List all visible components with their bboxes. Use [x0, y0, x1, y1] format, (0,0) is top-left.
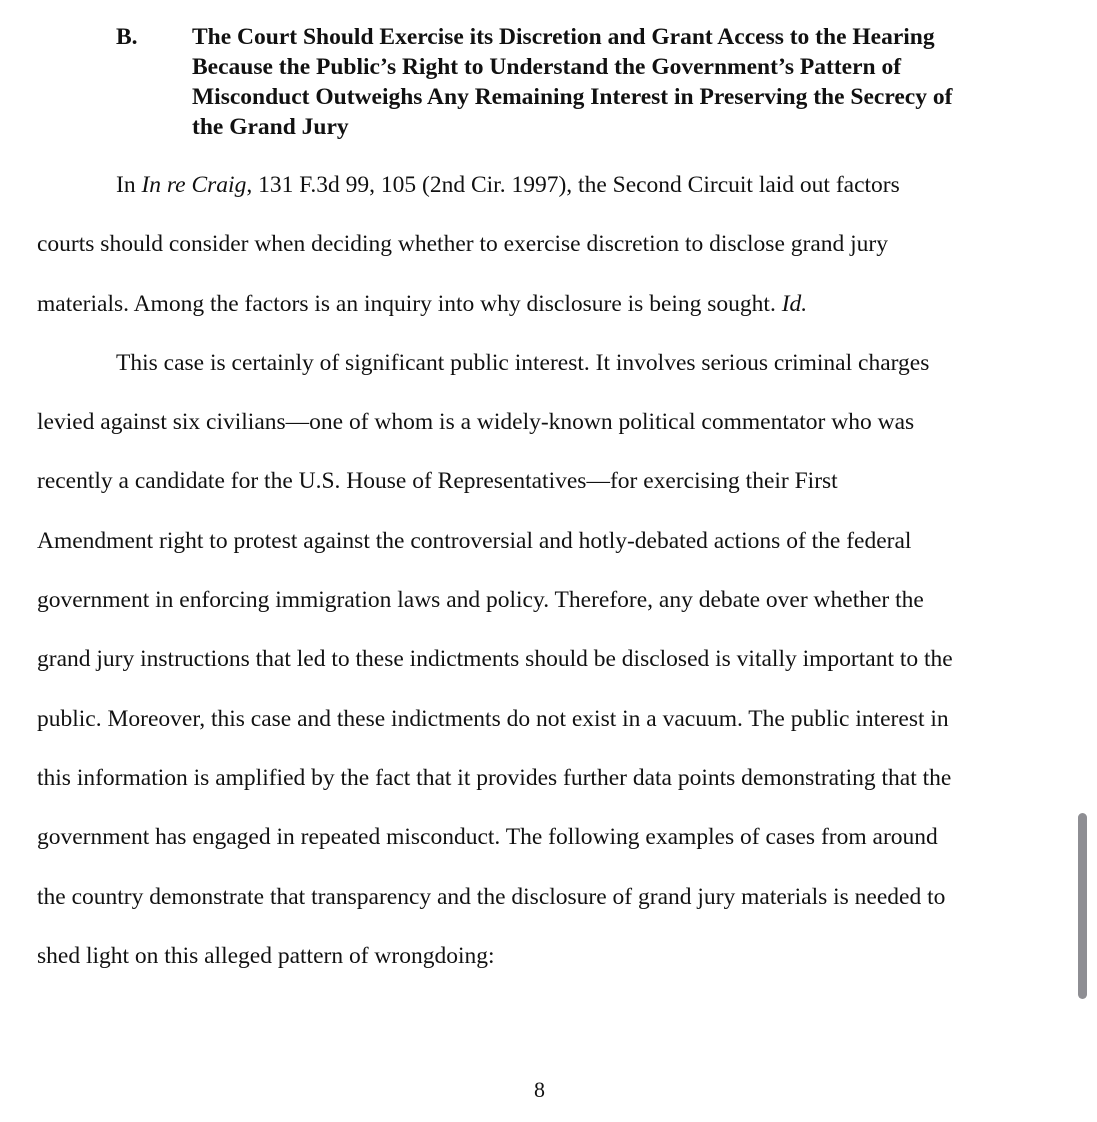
- heading-line: The Court Should Exercise its Discretion and Grant Access to the Hearing: [192, 24, 935, 50]
- paragraph-2-line: grand jury instructions that led to these indictments should be disclosed is vitally important to the: [37, 646, 953, 673]
- paragraph-2-line: Amendment right to protest against the controversial and hotly-debated actions of the federal: [37, 527, 912, 554]
- section-title: [192, 22, 1046, 142]
- paragraph-2-line: public. Moreover, this case and these indictments do not exist in a vacuum. The public interest in: [37, 705, 949, 732]
- paragraph-2-line: levied against six civilians—one of whom is a widely-known political commentator who was: [37, 409, 915, 436]
- paragraph-1-line: [37, 156, 1047, 215]
- paragraph-2-line: shed light on this alleged pattern of wrongdoing:: [37, 942, 495, 969]
- paragraph-2-line: government in enforcing immigration laws and policy. Therefore, any debate over whether the: [37, 587, 924, 614]
- text-run: , 131 F.3d 99, 105 (2nd Cir. 1997), the Second Circuit laid out factors: [246, 172, 900, 198]
- body-text: [37, 156, 1047, 986]
- paragraph-2-line: government has engaged in repeated misconduct. The following examples of cases from around: [37, 824, 938, 851]
- heading-line: Misconduct Outweighs Any Remaining Interest in Preserving the Secrecy of: [192, 84, 953, 110]
- page-number: 8: [534, 1077, 545, 1102]
- heading-line: the Grand Jury: [192, 114, 349, 140]
- paragraph-2-line: the country demonstrate that transparency and the disclosure of grand jury materials is needed to: [37, 883, 946, 910]
- paragraph-1-line: courts should consider when deciding whether to exercise discretion to disclose grand jury: [37, 231, 888, 258]
- paragraph-2-line: this information is amplified by the fact that it provides further data points demonstrating that the: [37, 764, 952, 791]
- scrollbar-thumb[interactable]: [1078, 813, 1087, 999]
- text-run: materials. Among the factors is an inquiry into why disclosure is being sought.: [37, 290, 782, 317]
- paragraph-2-line: This case is certainly of significant public interest. It involves serious criminal charges: [116, 349, 930, 376]
- heading-line: Because the Public’s Right to Understand the Government’s Pattern of: [192, 54, 902, 80]
- paragraph-1-line: [37, 275, 1047, 334]
- text-run: In: [116, 172, 142, 198]
- paragraph-2-line: recently a candidate for the U.S. House of Representatives—for exercising their First: [37, 468, 838, 495]
- section-letter: B.: [116, 24, 138, 50]
- id-citation: Id.: [781, 290, 808, 317]
- section-heading: [116, 22, 1046, 142]
- case-citation: In re Craig: [141, 172, 247, 198]
